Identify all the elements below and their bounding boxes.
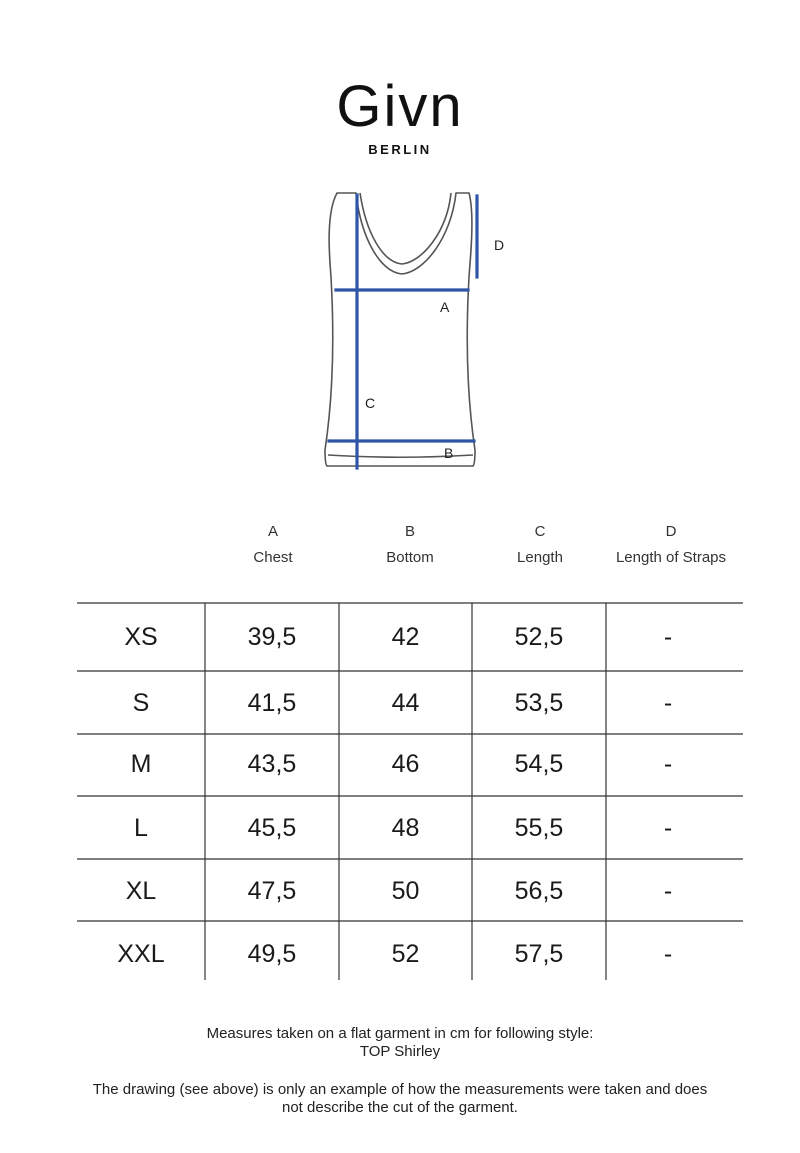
disclaimer-line-2: not describe the cut of the garment.: [282, 1099, 518, 1116]
style-name: TOP Shirley: [359, 1043, 441, 1060]
table-row-l-straps: -: [663, 814, 673, 842]
table-row-s-chest: 41,5: [247, 689, 297, 717]
table-row-xl-size: XL: [125, 877, 157, 905]
col-b-name: Bottom: [386, 549, 434, 566]
table-row-xxl-size: XXL: [117, 940, 165, 968]
measure-note: Measures taken on a flat garment in cm for following style:: [206, 1025, 594, 1042]
table-row-l-length: 55,5: [514, 814, 564, 842]
col-d-letter: D: [665, 523, 677, 540]
brand-logo: Givn: [336, 74, 464, 139]
table-row-m-straps: -: [663, 750, 673, 778]
table-row-l-size: L: [134, 814, 148, 842]
table-row-l-bottom: 48: [391, 814, 420, 842]
table-row-s-size: S: [132, 689, 150, 717]
table-row-xxl-straps: -: [663, 940, 673, 968]
table-row-xs-straps: -: [663, 623, 673, 651]
col-c-name: Length: [517, 549, 563, 566]
table-row-l-chest: 45,5: [247, 814, 297, 842]
table-row-xxl-length: 57,5: [514, 940, 564, 968]
table-row-xl-straps: -: [663, 877, 673, 905]
brand-location: BERLIN: [368, 142, 432, 157]
table-row-xs-bottom: 42: [391, 623, 420, 651]
label-b: B: [444, 445, 454, 461]
table-row-xs-size: XS: [124, 623, 158, 651]
label-a: A: [440, 299, 450, 315]
table-row-m-chest: 43,5: [247, 750, 297, 778]
label-d: D: [494, 237, 505, 253]
label-c: C: [365, 395, 376, 411]
table-row-m-length: 54,5: [514, 750, 564, 778]
table-row-xs-length: 52,5: [514, 623, 564, 651]
table-row-m-size: M: [130, 750, 152, 778]
table-row-xxl-chest: 49,5: [247, 940, 297, 968]
table-row-xl-length: 56,5: [514, 877, 564, 905]
table-row-m-bottom: 46: [391, 750, 420, 778]
col-d-name: Length of Straps: [615, 549, 727, 566]
table-row-s-bottom: 44: [391, 689, 420, 717]
col-a-name: Chest: [253, 549, 293, 566]
col-c-letter: C: [534, 523, 546, 540]
table-row-s-straps: -: [663, 689, 673, 717]
table-row-xl-bottom: 50: [391, 877, 420, 905]
table-row-xxl-bottom: 52: [391, 940, 420, 968]
table-row-s-length: 53,5: [514, 689, 564, 717]
col-b-letter: B: [404, 523, 415, 540]
table-row-xl-chest: 47,5: [247, 877, 297, 905]
disclaimer-line-1: The drawing (see above) is only an example of how the measurements were taken and does: [92, 1081, 708, 1098]
col-a-letter: A: [267, 523, 278, 540]
table-row-xs-chest: 39,5: [247, 623, 297, 651]
